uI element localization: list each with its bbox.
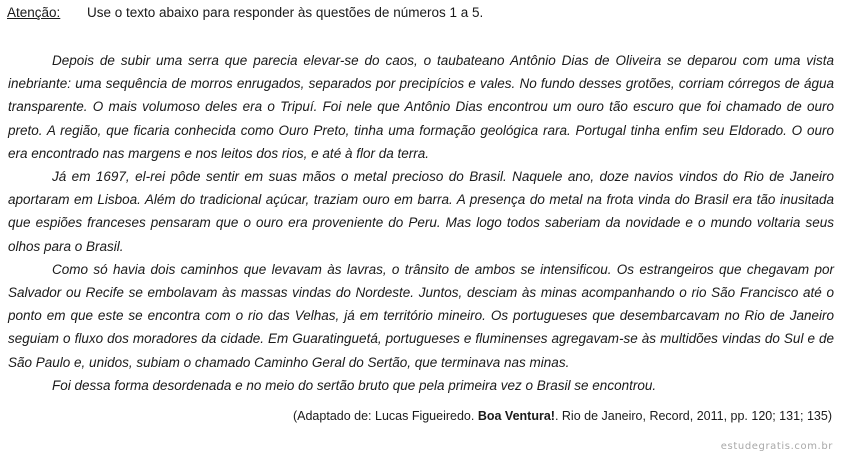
instruction-header [7,5,484,21]
instruction-text: Use o texto abaixo para responder às questões de números 1 a 5. [87,5,484,20]
citation-suffix: . Rio de Janeiro, Record, 2011, pp. 120; 131; 135) [554,409,832,423]
citation-prefix: (Adaptado de: Lucas Figueiredo. [292,409,478,423]
passage-text [8,49,834,397]
source-citation [293,408,832,424]
attention-label: Atenção: [7,5,61,20]
paragraph-3: Como só havia dois caminhos que levavam às lavras, o trânsito de ambos se intensificou. Os estrangeiros que chegavam por Salvador ou Recife se embolavam às massas vindas do Nordeste. Juntos, desciam às minas acompanhando o rio São Francisco até o ponto em que este se encontra com o rio das Velhas, já em território mineiro. Os portugueses que desembarcavam no Rio de Janeiro seguiam o fluxo dos moradores da cidade. Em Guaratinguetá, portugueses e fluminenses agregavam-se às multidões vindas do Sul e de São Paulo e, unidos, subiam o chamado Caminho Geral do Sertão, que terminava nas minas. [8,261,834,370]
paragraph-4: Foi dessa forma desordenada e no meio do sertão bruto que pela primeira vez o Brasil se encontrou. [52,377,657,393]
citation-book-title: Boa Ventura! [477,409,555,423]
paragraph-2: Já em 1697, el-rei pôde sentir em suas mãos o metal precioso do Brasil. Naquele ano, doze navios vindos do Rio de Janeiro aportaram em Lisboa. Além do tradicional açúcar, traziam ouro em barra. A presença do metal na frota vinda do Brasil era tão inusitada que espiões franceses pensaram que o ouro era proveniente do Peru. Mas logo todos saberiam da novidade e o mundo voltaria seus olhos para o Brasil. [8,169,834,254]
paragraph-1: Depois de subir uma serra que parecia elevar-se do caos, o taubateano Antônio Dias de Oliveira se deparou com uma vista inebriante: uma sequência de morros enrugados, separados por precipícios e vales. No fundo desses grotões, corriam córregos de água transparente. O mais volumoso deles era o Tripuí. Foi nele que Antônio Dias encontrou um ouro tão escuro que foi chamado de ouro preto. A região, que ficaria conhecida como Ouro Preto, tinha uma formação geológica rara. Portugal tinha enfim seu Eldorado. O ouro era encontrado nas margens e nos leitos dos rios, e até à flor da terra. [8,53,834,161]
site-watermark: estudegratis.com.br [720,441,833,452]
